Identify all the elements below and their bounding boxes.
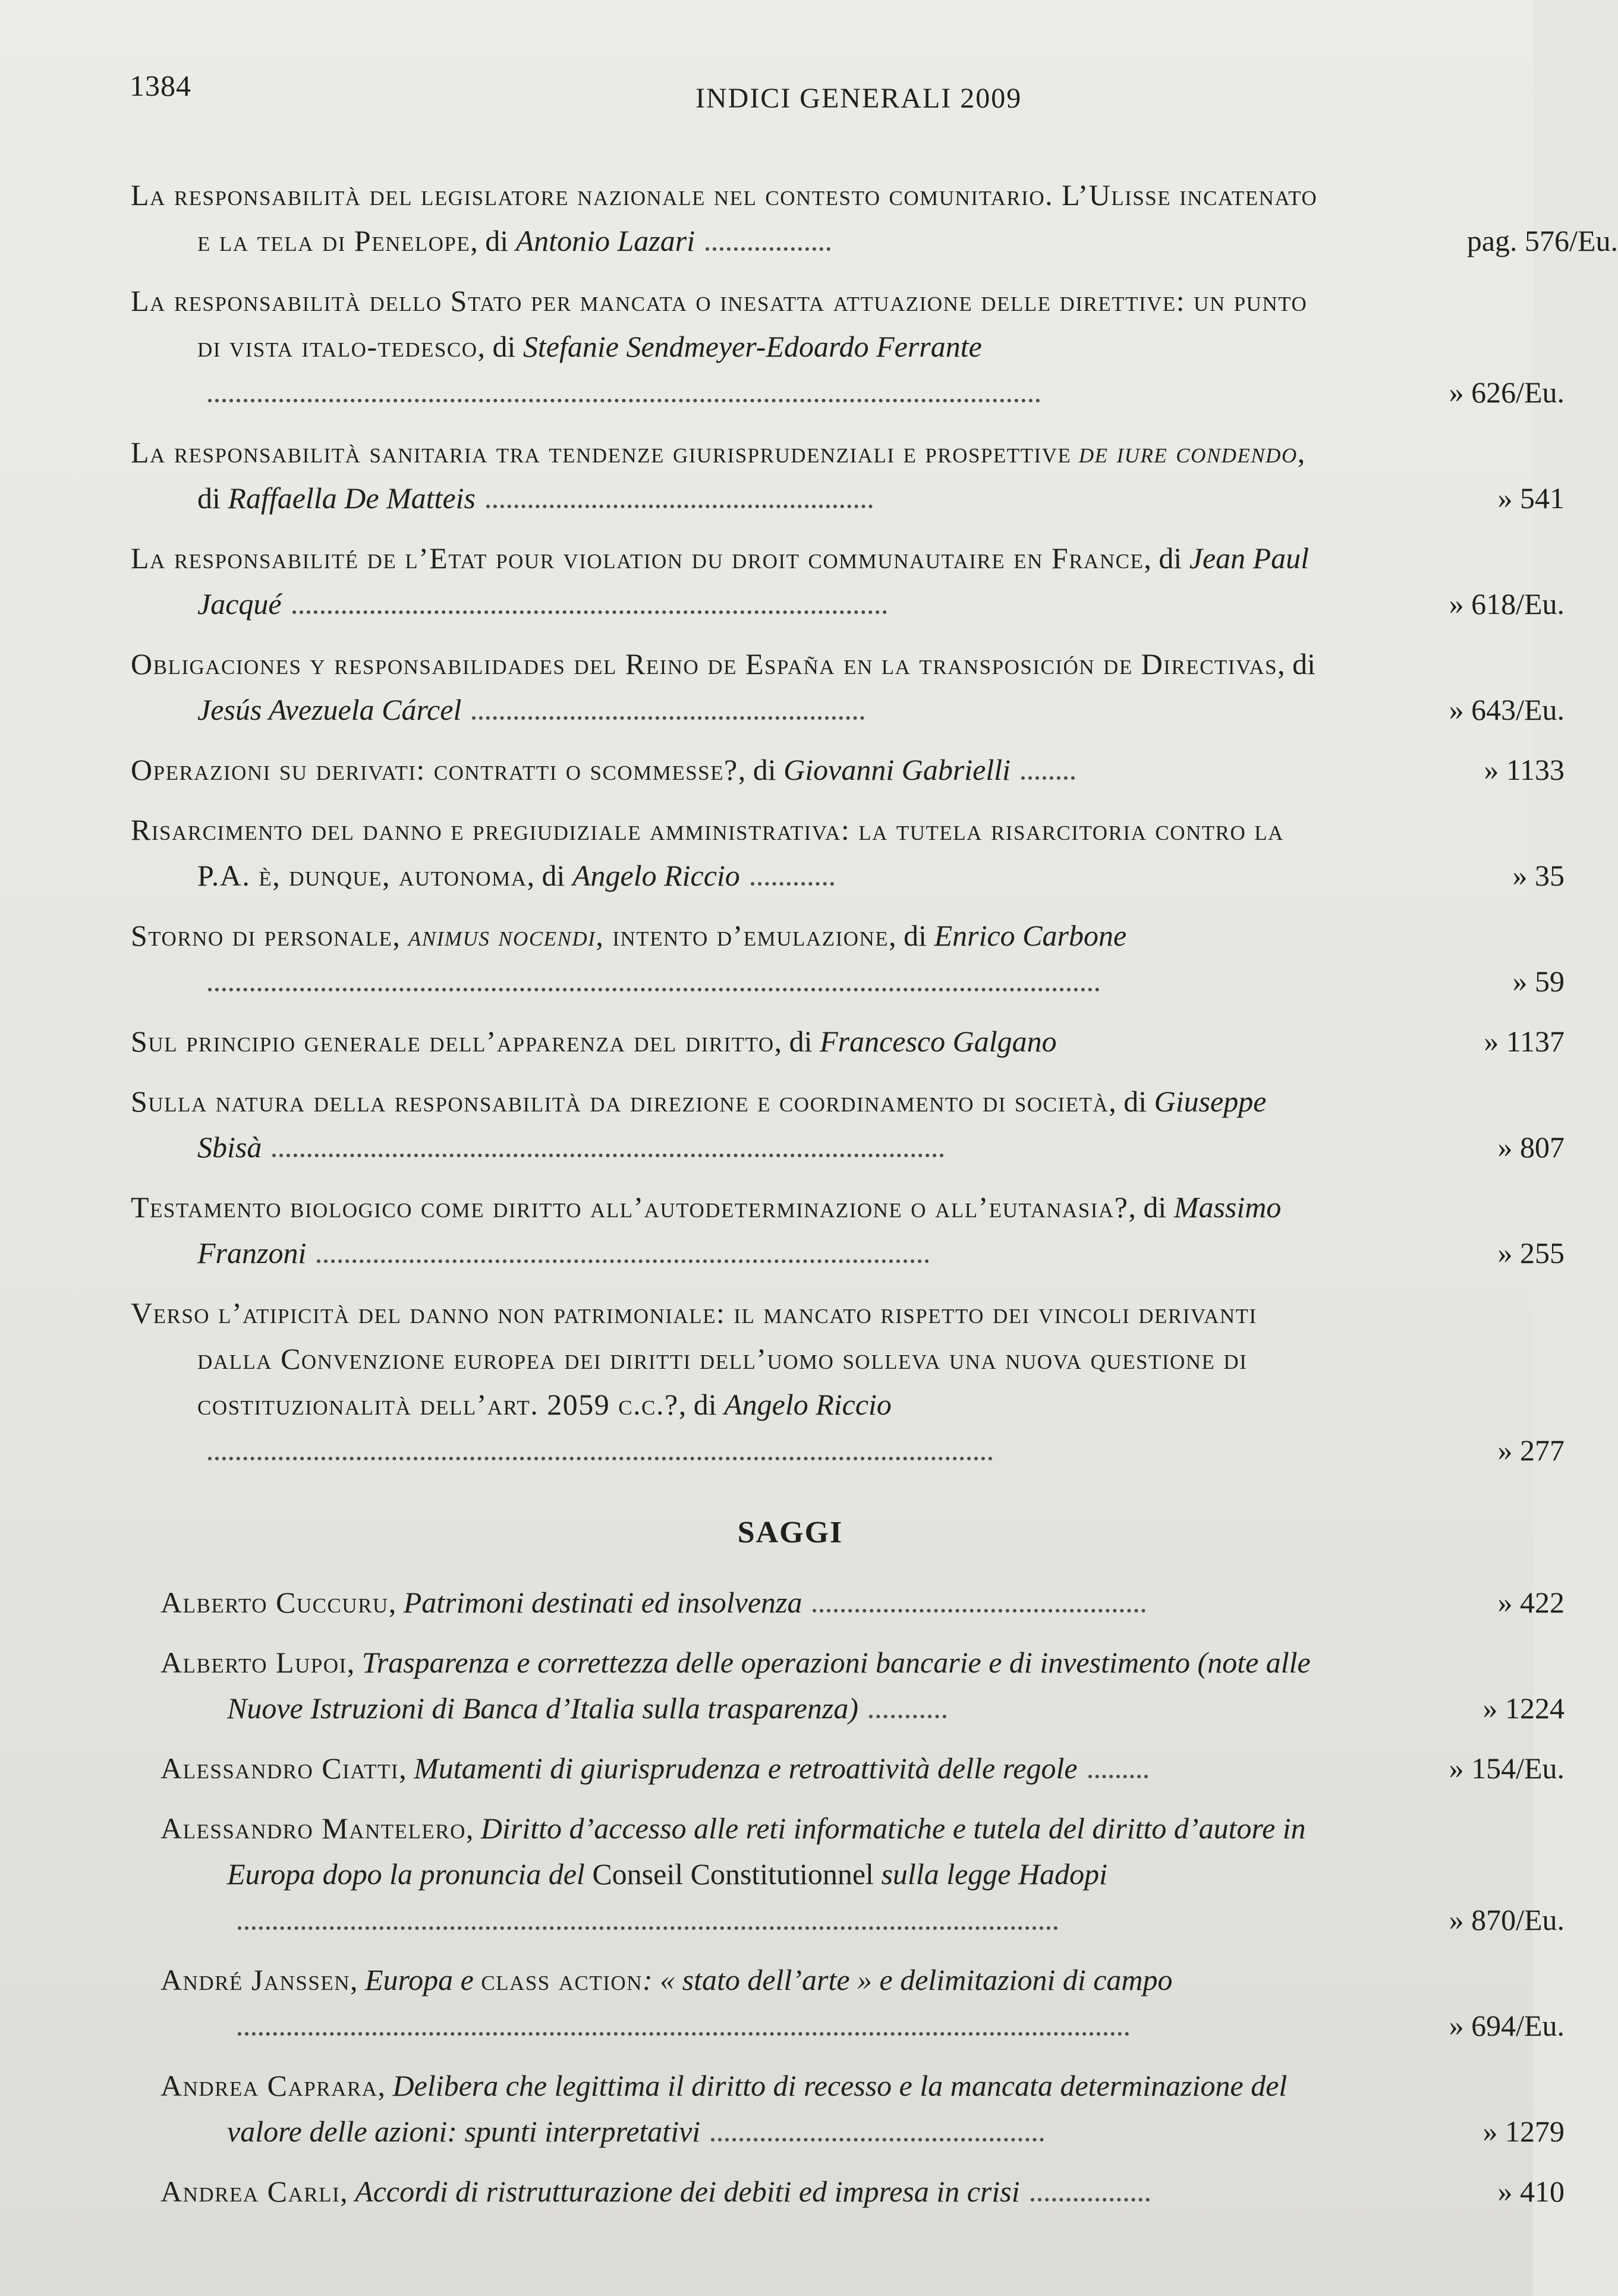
entry-page-ref: » 1279 [1482, 2115, 1565, 2148]
index-entry [131, 747, 1565, 793]
index-entry [131, 278, 1565, 415]
entry-title: Testamento biologico come diritto all’autodeterminazione o all’eutanasia? [131, 1190, 1129, 1224]
entry-sep: , [350, 1963, 365, 1996]
entry-title-smallcaps: class action [481, 1963, 643, 1996]
entry-title: Storno di personale, [131, 919, 401, 952]
section-heading-saggi: SAGGI [737, 1516, 843, 1549]
saggi-entry [160, 2063, 1565, 2155]
entry-page-ref: » 541 [1497, 481, 1565, 515]
entry-page-ref: » 35 [1512, 859, 1565, 892]
entry-sep: , di [470, 224, 516, 257]
entry-title: Obligaciones y responsabilidades del Reino de España en la transposición de Directivas [131, 647, 1278, 681]
index-entry [131, 1079, 1565, 1170]
entry-title-italic: de iure condendo [1078, 436, 1298, 469]
entry-page-ref: » 870/Eu. [1449, 1903, 1565, 1936]
dot-leader [869, 1691, 946, 1718]
entry-sep: , [465, 1812, 481, 1845]
entry-title: Verso l’atipicità del danno non patrimoniale: il mancato rispetto dei vincoli derivanti dalla Convenzione europea dei diritti dell’uomo solleva una nuova questione di costituzionalità dell’art. 2059 c.c.? [131, 1296, 1257, 1421]
entry-sep: , [399, 1752, 414, 1785]
entry-author: Angelo Riccio [572, 859, 740, 892]
entry-sep: , [388, 1586, 404, 1619]
entry-title: Accordi di ristrutturazione dei debiti ed impresa in crisi [355, 2175, 1020, 2208]
entry-sep: , di [889, 919, 934, 952]
entry-sep: , di [738, 753, 784, 786]
entry-author: Andrea Caprara [160, 2069, 378, 2102]
entry-title-cont: sulla legge Hadopi [881, 1857, 1107, 1891]
entry-title: Risarcimento del danno e pregiudiziale amministrativa: la tutela risarcitoria contro la P.A. è, dunque, autonoma [131, 813, 1284, 892]
entry-sep: , di [1277, 647, 1315, 681]
entry-title: Diritto d’accesso alle reti informatiche e tutela del diritto d’autore in Europa dopo la pronuncia del [227, 1812, 1306, 1891]
entry-author: Stefanie Sendmeyer-Edoardo Ferrante [522, 330, 982, 363]
entry-author: Alessandro Mantelero [160, 1812, 466, 1845]
entry-author: Antonio Lazari [515, 224, 695, 257]
entry-title: Patrimoni destinati ed insolvenza [403, 1586, 802, 1619]
index-entry [131, 536, 1565, 627]
saggi-list [0, 1580, 1565, 2215]
entry-sep: , di [197, 436, 1305, 515]
index-entry [131, 1290, 1565, 1473]
dot-leader [292, 587, 887, 614]
dot-leader [208, 375, 1040, 402]
entry-page-ref: » 643/Eu. [1449, 693, 1565, 726]
index-entry [131, 430, 1565, 521]
entry-title-italic: animus nocendi [408, 919, 596, 952]
dot-leader [486, 481, 873, 508]
entry-author: Massimo Franzoni [197, 1190, 1282, 1270]
entry-author: André Janssen [160, 1963, 350, 1996]
entry-sep: , di [678, 1388, 725, 1421]
entry-title: Sulla natura della responsabilità da direzione e coordinamento di società [131, 1085, 1109, 1118]
entry-page-ref: » 410 [1497, 2175, 1565, 2208]
entry-author: Andrea Carli [160, 2175, 341, 2208]
entry-sep: , [340, 2175, 355, 2208]
page-number: 1384 [130, 69, 191, 102]
entry-sep: , di [477, 330, 523, 363]
entry-page-ref: » 1137 [1484, 1025, 1565, 1058]
entry-page-ref: pag. 576/Eu. [1466, 224, 1618, 257]
dot-leader [238, 2008, 1129, 2036]
entry-author: Alberto Lupoi [160, 1646, 347, 1679]
dot-leader [317, 1236, 929, 1263]
entry-sep: , [377, 2069, 393, 2102]
dot-leader [1031, 2174, 1150, 2201]
entry-sep: , di [1144, 541, 1189, 575]
dot-leader [472, 692, 864, 720]
dot-leader [711, 2114, 1044, 2141]
entry-page-ref: » 277 [1497, 1434, 1565, 1467]
entry-page-ref: » 1133 [1484, 753, 1565, 786]
entry-author: Francesco Galgano [820, 1025, 1057, 1058]
entry-author: Giuseppe Sbisà [197, 1085, 1267, 1164]
entry-page-ref: » 618/Eu. [1449, 587, 1565, 621]
index-entry [131, 172, 1618, 264]
dot-leader [751, 858, 834, 886]
entry-title: Europa e [364, 1963, 474, 1996]
entry-title: Delibera che legittima il diritto di recesso e la mancata determinazione del valore delle azioni: spunti interpretativi [227, 2069, 1288, 2148]
dot-leader [706, 223, 830, 251]
saggi-entry [160, 1580, 1565, 1626]
entry-title: La responsabilità sanitaria tra tendenze giurisprudenziali e prospettive [131, 436, 1072, 469]
entry-title: Mutamenti di giurisprudenza e retroattività delle regole [414, 1752, 1078, 1785]
entry-author: Giovanni Gabrielli [783, 753, 1011, 786]
dot-leader [813, 1585, 1145, 1612]
dot-leader [208, 964, 1100, 991]
entry-author: Alberto Cuccuru [160, 1586, 389, 1619]
entry-title: La responsabilité de l’Etat pour violation du droit communautaire en France [131, 541, 1144, 575]
saggi-entry [160, 1957, 1565, 2049]
entry-sep: , di [1128, 1190, 1174, 1224]
entry-page-ref: » 807 [1497, 1130, 1565, 1164]
entry-page-ref: » 422 [1497, 1586, 1565, 1619]
entry-sep: , di [774, 1025, 820, 1058]
dot-leader [1021, 752, 1075, 780]
entry-title: La responsabilità del legislatore nazionale nel contesto comunitario. L’Ulisse incatenato e la tela di Penelope [131, 178, 1318, 257]
entry-page-ref: » 154/Eu. [1449, 1752, 1565, 1785]
entry-title-roman: Conseil Constitutionnel [592, 1857, 874, 1891]
dot-leader [1088, 1751, 1148, 1778]
entry-author: Enrico Carbone [934, 919, 1127, 952]
dot-leader [238, 1903, 1058, 1930]
saggi-entry [160, 1746, 1565, 1791]
entry-sep: , di [527, 859, 572, 892]
entry-sep: , [347, 1646, 362, 1679]
entry-page-ref: » 255 [1497, 1236, 1565, 1270]
entry-title: Trasparenza e correttezza delle operazioni bancarie e di investimento (note alle Nuove Istruzioni di Banca d’Italia sulla trasparenza) [227, 1646, 1311, 1725]
entry-sep: , di [1109, 1085, 1154, 1118]
entry-author: Jean Paul Jacqué [197, 541, 1309, 621]
entries-list [0, 172, 1618, 2229]
entry-title: Operazioni su derivati: contratti o scommesse? [131, 753, 738, 786]
entry-title: Sul principio generale dell’apparenza del diritto [131, 1025, 775, 1058]
index-entry [131, 913, 1565, 1004]
saggi-entry [160, 1806, 1565, 1943]
entry-page-ref: » 694/Eu. [1449, 2009, 1565, 2042]
entry-page-ref: » 59 [1512, 965, 1565, 998]
entry-page-ref: » 1224 [1482, 1692, 1565, 1725]
entry-author: Alessandro Ciatti [160, 1752, 399, 1785]
saggi-entry [160, 1640, 1565, 1731]
index-entry [131, 1185, 1565, 1276]
index-entry [131, 1019, 1565, 1064]
running-title: INDICI GENERALI 2009 [695, 83, 1022, 114]
dot-leader [208, 1433, 993, 1460]
entry-author: Jesús Avezuela Cárcel [197, 693, 462, 726]
entry-title-cont: : « stato dell’arte » e delimitazioni di campo [642, 1963, 1173, 1996]
saggi-entry [160, 2169, 1565, 2215]
dot-leader [272, 1130, 944, 1157]
index-entry [131, 641, 1565, 733]
entry-title-cont: , intento d’emulazione [596, 919, 889, 952]
index-entry [131, 807, 1565, 899]
entry-title: La responsabilità dello Stato per mancata o inesatta attuazione delle direttive: un punto di vista italo-tedesco [131, 284, 1308, 363]
entry-author: Raffaella De Matteis [228, 481, 476, 515]
entry-author: Angelo Riccio [724, 1388, 892, 1421]
entry-page-ref: » 626/Eu. [1449, 376, 1565, 409]
